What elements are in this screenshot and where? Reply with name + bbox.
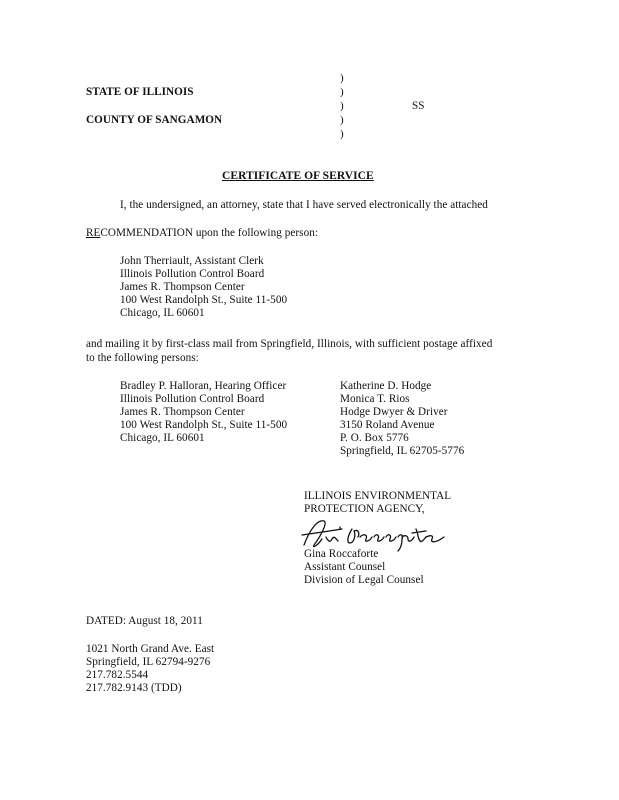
address-line: Springfield, IL 62794-9276 [86,656,211,668]
mail-line-2: to the following persons: [86,352,199,364]
recipient-line: Chicago, IL 60601 [120,307,205,319]
recipient-line: P. O. Box 5776 [340,432,409,444]
caption-paren: ) [340,86,344,98]
dated-line: DATED: August 18, 2011 [86,615,203,627]
intro-line-1: I, the undersigned, an attorney, state that I have served electronically the attached [120,199,488,211]
intro-line-2-underlined: RE [86,227,101,239]
signer-title: Assistant Counsel [304,561,386,573]
certificate-title: CERTIFICATE OF SERVICE [222,170,374,182]
caption-county: COUNTY OF SANGAMON [86,114,223,126]
recipient-line: 100 West Randolph St., Suite 11-500 [120,419,288,431]
signer-block [304,548,424,587]
mail-recipient-right-block [340,380,464,458]
caption-state: STATE OF ILLINOIS [86,86,194,98]
agency-line-2: PROTECTION AGENCY, [304,503,425,515]
caption-ss: SS [412,100,425,112]
caption-paren: ) [340,100,344,112]
recipient-line: James R. Thompson Center [120,281,245,293]
recipient-line: Illinois Pollution Control Board [120,393,265,405]
recipient-line: Illinois Pollution Control Board [120,268,265,280]
address-line: 1021 North Grand Ave. East [86,643,215,655]
intro-line-2 [86,227,318,240]
electronic-recipient-block [120,255,287,320]
recipient-line: John Therriault, Assistant Clerk [120,255,264,267]
intro-line-2-rest: COMMENDATION upon the following person: [100,227,319,239]
recipient-line: James R. Thompson Center [120,406,245,418]
mail-line-1: and mailing it by first-class mail from Springfield, Illinois, with sufficient postage affixed [86,338,493,350]
recipient-line: Bradley P. Halloran, Hearing Officer [120,380,287,392]
phone-line: 217.782.5544 [86,669,149,681]
agency-line-1: ILLINOIS ENVIRONMENTAL [304,490,452,502]
caption-paren: ) [340,72,344,84]
signer-division: Division of Legal Counsel [304,574,424,586]
recipient-line: 100 West Randolph St., Suite 11-500 [120,294,288,306]
recipient-line: Springfield, IL 62705-5776 [340,445,465,457]
recipient-line: 3150 Roland Avenue [340,419,435,431]
tdd-line: 217.782.9143 (TDD) [86,682,182,694]
address-block [86,643,214,695]
caption-paren: ) [340,114,344,126]
recipient-line: Chicago, IL 60601 [120,432,205,444]
signer-name: Gina Roccaforte [304,548,379,560]
recipient-line: Hodge Dwyer & Driver [340,406,448,418]
recipient-line: Katherine D. Hodge [340,380,432,392]
caption-paren: ) [340,128,344,140]
mail-recipient-left-block [120,380,287,445]
recipient-line: Monica T. Rios [340,393,410,405]
